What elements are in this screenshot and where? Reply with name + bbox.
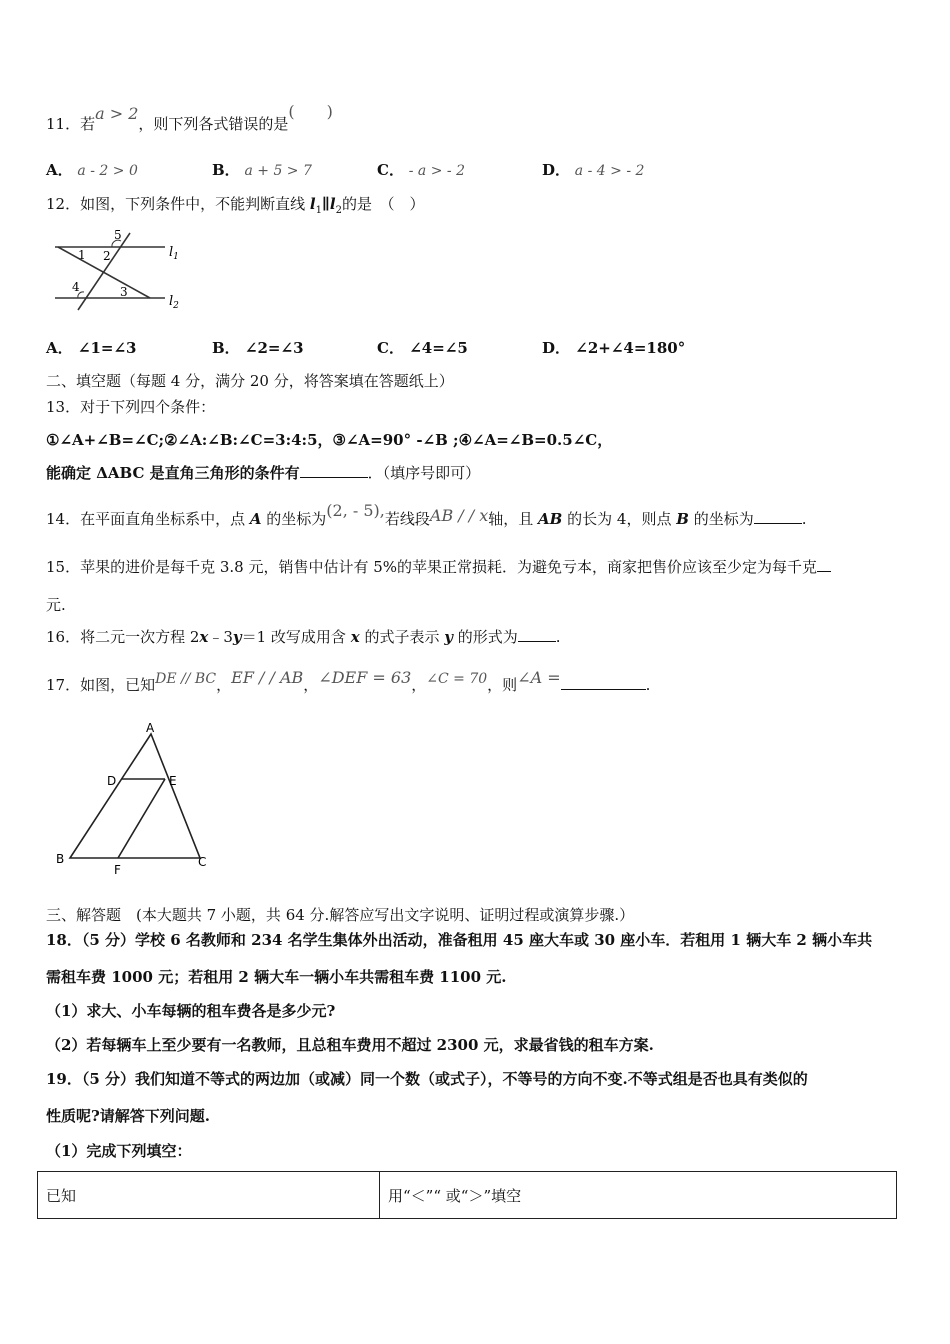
q11-option-d: D． a - 4 > - 2	[542, 161, 645, 179]
q19-line-1: 19．（5 分）我们知道不等式的两边加（或减）同一个数（或式子），不等号的方向不变.不等式组是否也具有类似的	[46, 1070, 808, 1088]
q17-figure	[52, 720, 217, 878]
q17-answer-blank[interactable]	[561, 675, 646, 690]
fig-vertex-c: C	[198, 855, 207, 869]
q11-option-a: A． a - 2 > 0	[46, 161, 138, 179]
q11-paren: ( )	[288, 102, 333, 121]
q17-cond-4: ∠C = 70	[426, 671, 488, 687]
q11-option-c: C． - a > - 2	[377, 161, 465, 179]
q19-table	[37, 1171, 897, 1219]
fig-vertex-e: E	[169, 774, 177, 788]
q14-coordinate: (2, - 5),	[326, 501, 385, 520]
q17-target: ∠A =	[517, 668, 561, 687]
q11-stem	[46, 102, 333, 134]
q13-line-3: 能确定 ΔABC 是直角三角形的条件有 ．（填序号即可）	[46, 464, 481, 482]
fig-vertex-d: D	[107, 774, 117, 788]
fig-vertex-b: B	[56, 852, 65, 866]
q13-line-2: ①∠A+∠B=∠C;②∠A:∠B:∠C=3:4:5，③∠A=90° -∠B ;④∠A=∠B=0.5∠C，	[46, 431, 613, 449]
fig-vertex-f: F	[114, 863, 121, 877]
fig-label-l2: $l_2$	[169, 294, 179, 311]
fig-label-4: 4	[72, 280, 80, 294]
q15-answer-blank[interactable]	[817, 557, 831, 572]
q17-cond-2: EF / / AB	[231, 668, 304, 687]
q12-option-d: D． ∠2+∠4=180°	[542, 339, 686, 357]
q18-sub-1: （1）求大、小车每辆的租车费各是多少元?	[46, 1002, 336, 1020]
fig-label-l1: $l_1$	[169, 245, 179, 262]
q11-text: ，则下列各式错误的是	[138, 115, 289, 133]
q12-option-c: C． ∠4=∠5	[377, 339, 468, 357]
q19-sub-1: （1）完成下列填空：	[46, 1142, 192, 1160]
q16-stem: 16．将二元一次方程 2x﹣3y＝1 改写成用含 x 的式子表示 y 的形式为 .	[46, 628, 561, 646]
fig-label-1: 1	[78, 248, 86, 262]
q14-answer-blank[interactable]	[754, 509, 802, 524]
table-cell-fill: 用“＜”“ 或“＞”填空	[380, 1172, 897, 1219]
section-3-heading: 三、解答题 (本大题共 7 小题，共 64 分.解答应写出文字说明、证明过程或演算步骤.）	[46, 906, 635, 924]
q16-answer-blank[interactable]	[518, 627, 556, 642]
q18-line-2: 需租车费 1000 元；若租用 2 辆大车一辆小车共需租车费 1100 元.	[46, 968, 507, 986]
q14-segment: AB / / x	[429, 506, 489, 525]
q13-answer-blank[interactable]	[300, 463, 368, 478]
table-row	[38, 1172, 897, 1219]
q11-number: 11．若	[46, 115, 96, 133]
fig-vertex-a: A	[146, 721, 155, 735]
q17-cond-3: ∠DEF = 63	[318, 668, 412, 687]
q14-stem: 14．在平面直角坐标系中，点 A 的坐标为(2, - 5),若线段AB / / x轴，且 AB 的长为 4，则点 B 的坐标为 .	[46, 501, 807, 528]
q11-option-b: B． a + 5 > 7	[212, 161, 312, 179]
q18-line-1: 18．（5 分）学校 6 名教师和 234 名学生集体外出活动，准备租用 45 座大车或 30 座小车．若租用 1 辆大车 2 辆小车共	[46, 931, 873, 949]
q12-figure	[50, 225, 190, 315]
q15-line-1: 15．苹果的进价是每千克 3.8 元，销售中估计有 5%的苹果正常损耗．为避免亏本，商家把售价应该至少定为每千克	[46, 557, 831, 577]
q19-line-2: 性质呢?请解答下列问题.	[46, 1107, 211, 1125]
q12-option-a: A． ∠1=∠3	[46, 339, 137, 357]
q12-stem: 12．如图，下列条件中，不能判断直线 $l_1\parallel l_2$的是 （ ）	[46, 195, 425, 216]
table-cell-given: 已知	[38, 1172, 380, 1219]
triangle-abc	[70, 734, 200, 858]
fig-label-3: 3	[120, 285, 128, 299]
q12-option-b: B． ∠2=∠3	[212, 339, 304, 357]
q17-stem: 17．如图，已知DE // BC，EF / / AB，∠DEF = 63，∠C = 70，则∠A = .	[46, 668, 651, 694]
q15-line-2: 元.	[46, 596, 66, 614]
segment-ef	[118, 779, 165, 858]
fig-label-5: 5	[114, 228, 122, 242]
section-2-heading: 二、填空题（每题 4 分，满分 20 分，将答案填在答题纸上）	[46, 372, 454, 390]
q13-line-1: 13．对于下列四个条件：	[46, 398, 216, 416]
q18-sub-2: （2）若每辆车上至少要有一名教师，且总租车费用不超过 2300 元，求最省钱的租车方案.	[46, 1036, 654, 1054]
q11-condition: a > 2	[95, 104, 139, 123]
q17-cond-1: DE // BC	[155, 671, 217, 687]
fig-label-2: 2	[103, 249, 111, 263]
